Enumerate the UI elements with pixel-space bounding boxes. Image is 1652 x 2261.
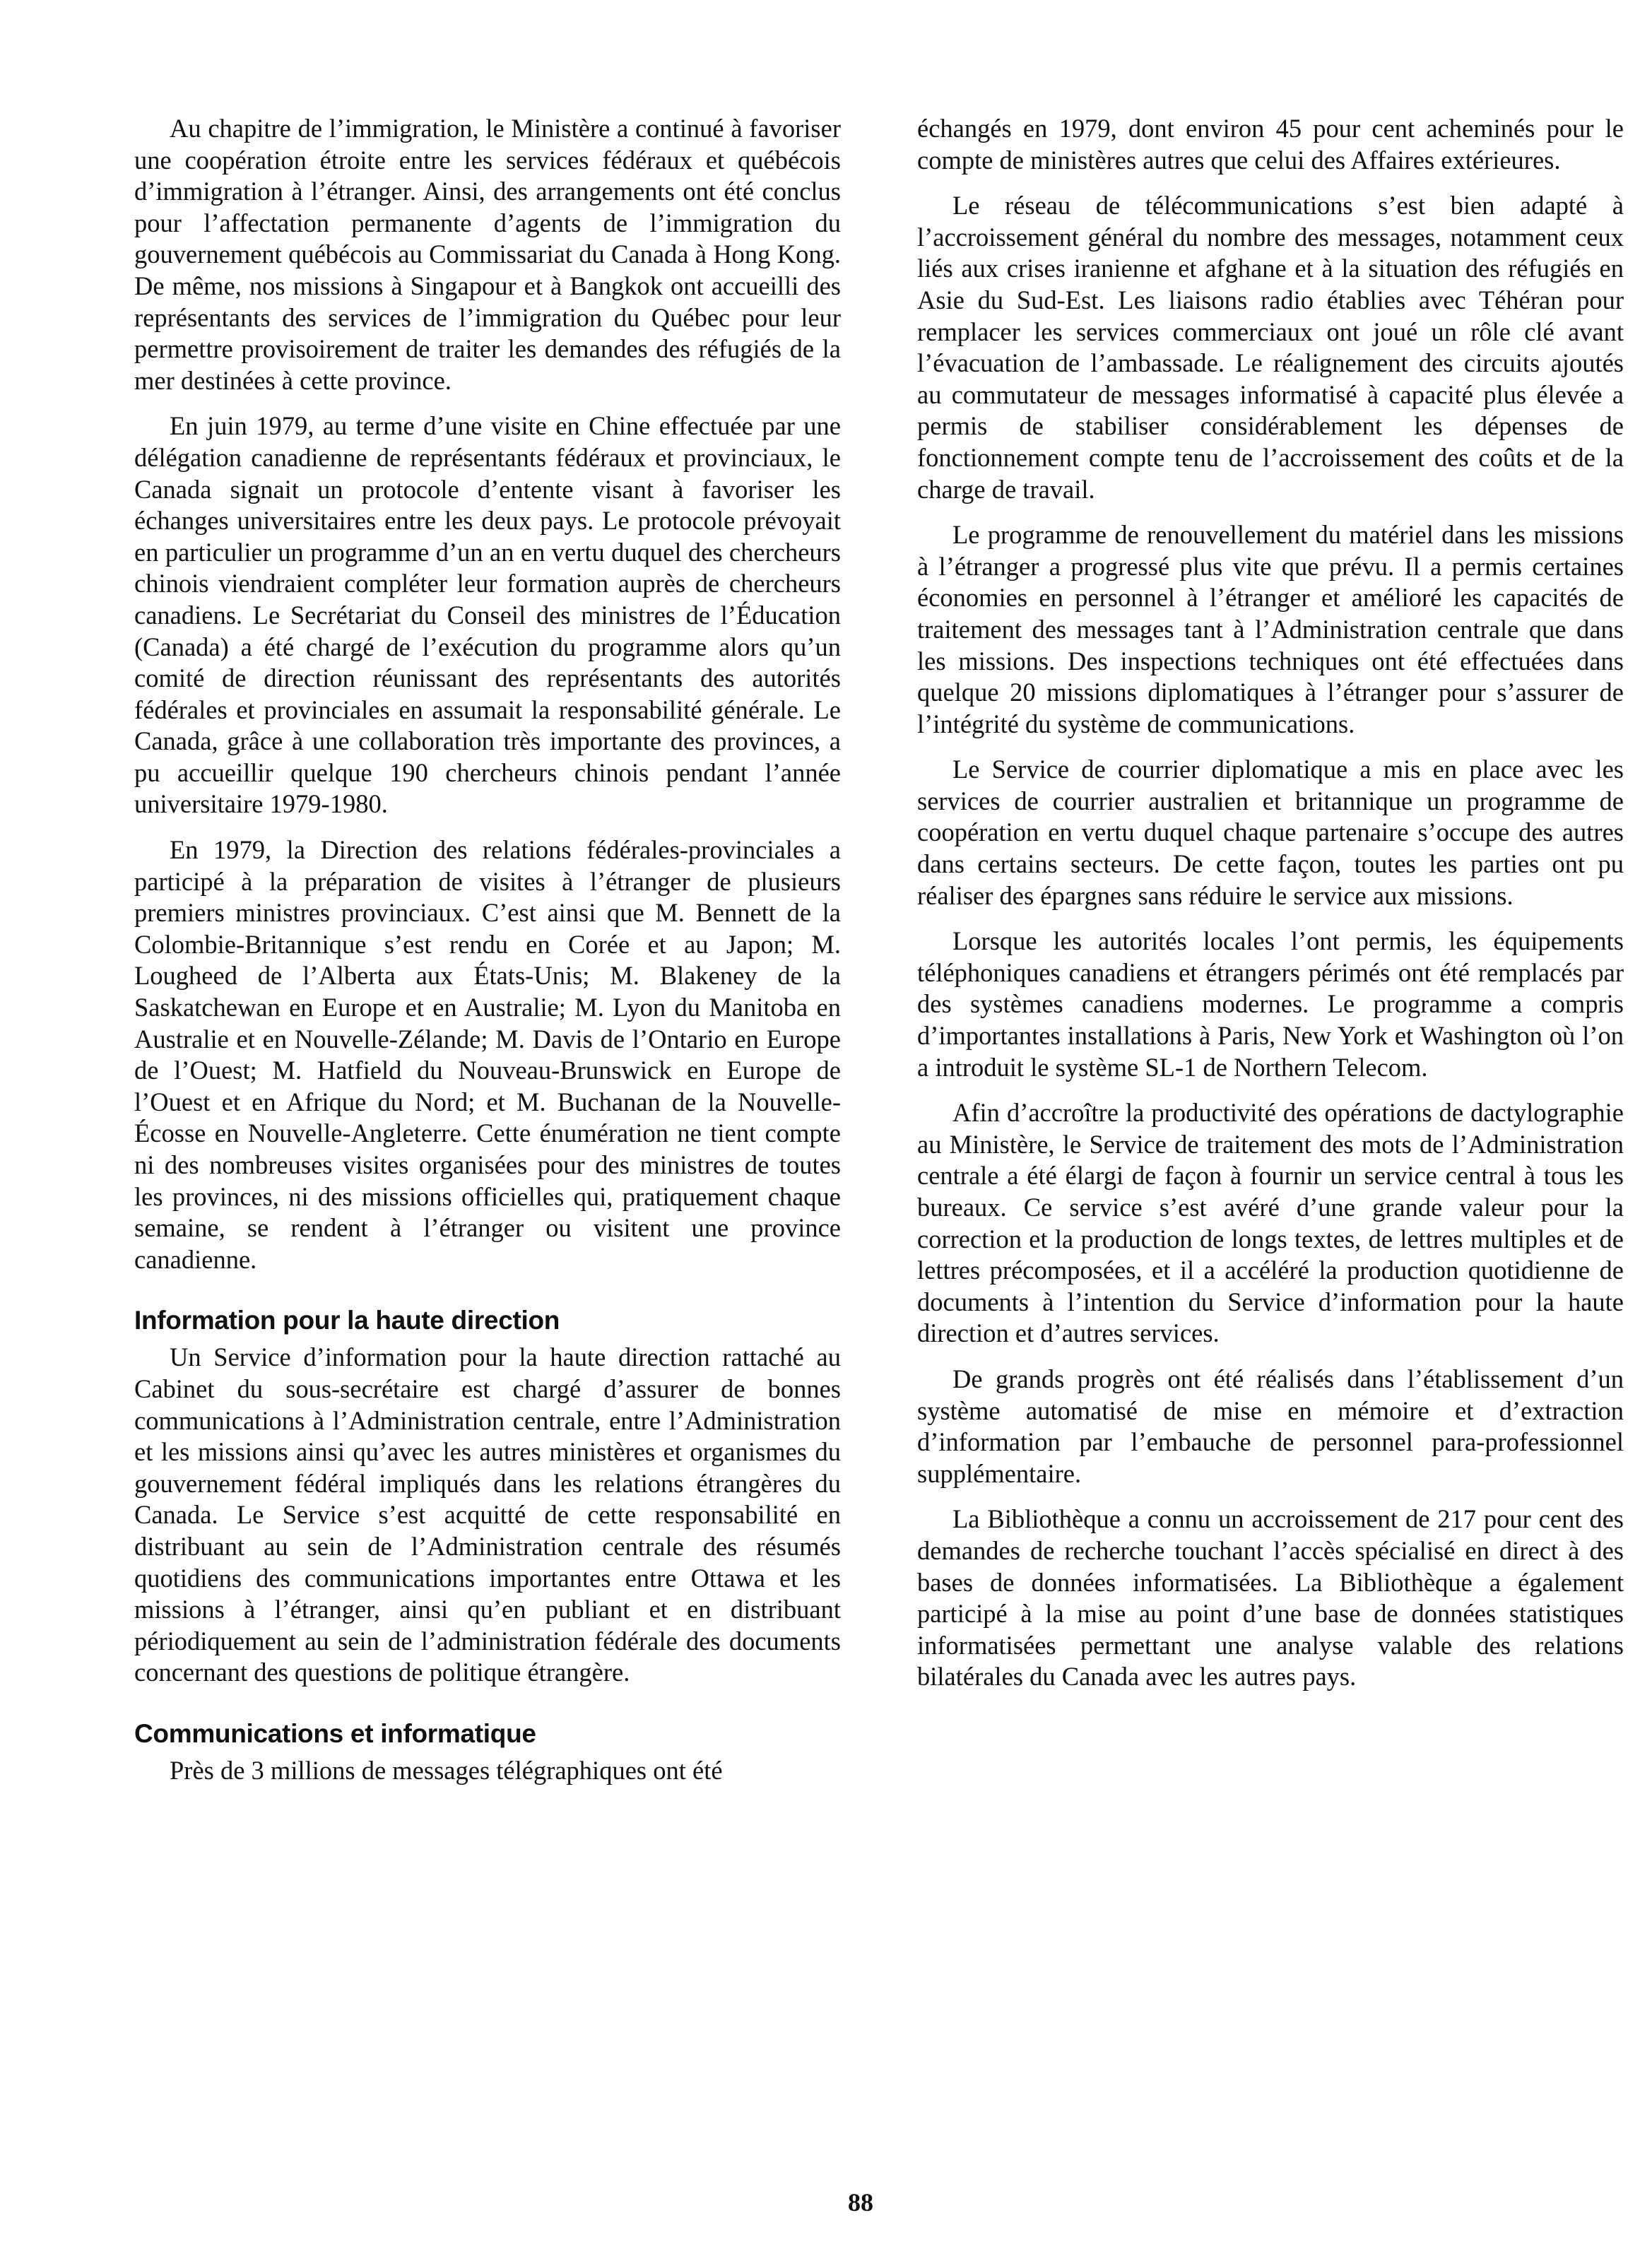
paragraph-library: La Bibliothèque a connu un accroissement de 217 pour cent des demandes de recherche touchant l’accès spécialisé en direct à des bases de données informatisées. La Bibliothèque a également participé à la mise au point d’une base de données statistiques informatisées permettant une analyse valable des relations bilatérales du Canada avec les autres pays. [917, 1504, 1624, 1692]
paragraph-china-protocol: En juin 1979, au terme d’une visite en Chine effectuée par une délégation canadienne de représentants fédéraux et provinciaux, le Canada signait un protocole d’entente visant à favoriser les échanges universitaires entre les deux pays. Le protocole prévoyait en particulier un programme d’un an en vertu duquel des chercheurs chinois viendraient compléter leur formation auprès de chercheurs canadiens. Le Secrétariat du Conseil des ministres de l’Éducation (Canada) a été chargé de l’exécution du programme alors qu’un comité de direction réunissant des représentants des autorités fédérales et provinciales en assumait la responsabilité générale. Le Canada, grâce à une collaboration très importante des provinces, a pu accueillir quelque 190 chercheurs chinois pendant l’année universitaire 1979-1980. [134, 411, 841, 819]
section-heading-communications: Communications et informatique [134, 1718, 536, 1748]
section-heading-management-information: Information pour la haute direction [134, 1306, 560, 1335]
paragraph-immigration: Au chapitre de l’immigration, le Ministère a continué à favoriser une coopération étroite entre les services fédéraux et québécois d’immigration à l’étranger. Ainsi, des arrangements ont été conclus pour l’affectation permanente d’agents de l’immigration du gouvernement québécois au Commissariat du Canada à Hong Kong. De même, nos missions à Singapour et à Bangkok ont accueilli des représentants des services de l’immigration du Québec pour leur permettre provisoirement de traiter les demandes des réfugiés de la mer destinées à cette province. [134, 114, 841, 395]
paragraph-information-retrieval: De grands progrès ont été réalisés dans l’établissement d’un système automatisé de mise en mémoire et d’extraction d’information par l’embauche de personnel para-professionnel supplémentaire. [917, 1364, 1624, 1488]
paragraph-telephone-equipment: Lorsque les autorités locales l’ont permis, les équipements téléphoniques canadiens et étrangers périmés ont été remplacés par des systèmes canadiens modernes. Le programme a compris d’importantes installations à Paris, New York et Washington où l’on a introduit le système SL-1 de Northern Telecom. [917, 926, 1624, 1082]
page-number: 88 [848, 2188, 873, 2216]
paragraph-diplomatic-courier: Le Service de courrier diplomatique a mis en place avec les services de courrier australien et britannique un programme de coopération en vertu duquel chaque partenaire s’occupe des autres dans certains secteurs. De cette façon, toutes les parties ont pu réaliser des épargnes sans réduire le service aux missions. [917, 755, 1624, 910]
paragraph-telegraphic-messages: Près de 3 millions de messages télégraphiques ont été [170, 1755, 723, 1785]
paragraph-information-service: Un Service d’information pour la haute direction rattaché au Cabinet du sous-secrétaire est chargé d’assurer de bonnes communications à l’Administration centrale, entre l’Administration et les missions ainsi qu’avec les autres ministères et organismes du gouvernement fédéral impliqués dans les relations étrangères du Canada. Le Service s’est acquitté de cette responsabilité en distribuant au sein de l’Administration centrale des résumés quotidiens des communications importantes entre Ottawa et les missions à l’étranger, ainsi qu’en publiant et en distribuant périodiquement au sein de l’administration fédérale des documents concernant des questions de politique étrangère. [134, 1342, 841, 1687]
paragraph-word-processing: Afin d’accroître la productivité des opérations de dactylographie au Ministère, le Service de traitement des mots de l’Administration centrale a été élargi de façon à fournir un service central à tous les bureaux. Ce service s’est avéré d’une grande valeur pour la correction et la production de longs textes, de lettres multiples et de lettres précomposées, et il a accéléré la production quotidienne de documents à l’intention du Service d’information pour la haute direction et d’autres services. [917, 1098, 1624, 1348]
paragraph-provincial-visits: En 1979, la Direction des relations fédérales-provinciales a participé à la préparation de visites à l’étranger de plusieurs premiers ministres provinciaux. C’est ainsi que M. Bennett de la Colombie-Britannique s’est rendu en Corée et au Japon; M. Lougheed de l’Alberta aux États-Unis; M. Blakeney de la Saskatchewan en Europe et en Australie; M. Lyon du Manitoba en Australie et en Nouvelle-Zélande; M. Davis de l’Ontario en Europe de l’Ouest; M. Hatfield du Nouveau-Brunswick en Europe de l’Ouest et en Afrique du Nord; et M. Buchanan de la Nouvelle-Écosse en Nouvelle-Angleterre. Cette énumération ne tient compte ni des nombreuses visites organisées pour des ministres de toutes les provinces, ni des missions officielles qui, pratiquement chaque semaine, se rendent à l’étranger ou visitent une province canadienne. [134, 835, 841, 1274]
paragraph-telecom-network: Le réseau de télécommunications s’est bien adapté à l’accroissement général du nombre des messages, notamment ceux liés aux crises iranienne et afghane et à la situation des réfugiés en Asie du Sud-Est. Les liaisons radio établies avec Téhéran pour remplacer les services commerciaux ont joué un rôle clé avant l’évacuation de l’ambassade. Le réalignement des circuits ajoutés au commutateur de messages informatisé à capacité plus élevée a permis de stabiliser considérablement les dépenses de fonctionnement compte tenu de l’accroissement des coûts et de la charge de travail. [917, 191, 1624, 504]
right-column [917, 113, 1624, 1693]
left-column [134, 113, 841, 1787]
paragraph-telegraphic-messages-continued: échangés en 1979, dont environ 45 pour cent acheminés pour le compte de ministères autres que celui des Affaires extérieures. [917, 114, 1624, 175]
paragraph-equipment-renewal: Le programme de renouvellement du matériel dans les missions à l’étranger a progressé plus vite que prévu. Il a permis certaines économies en personnel à l’étranger et amélioré les capacités de traitement des messages tant à l’Administration centrale que dans les missions. Des inspections techniques ont été effectuées dans quelque 20 missions diplomatiques à l’étranger pour s’assurer de l’intégrité du système de communications. [917, 520, 1624, 738]
